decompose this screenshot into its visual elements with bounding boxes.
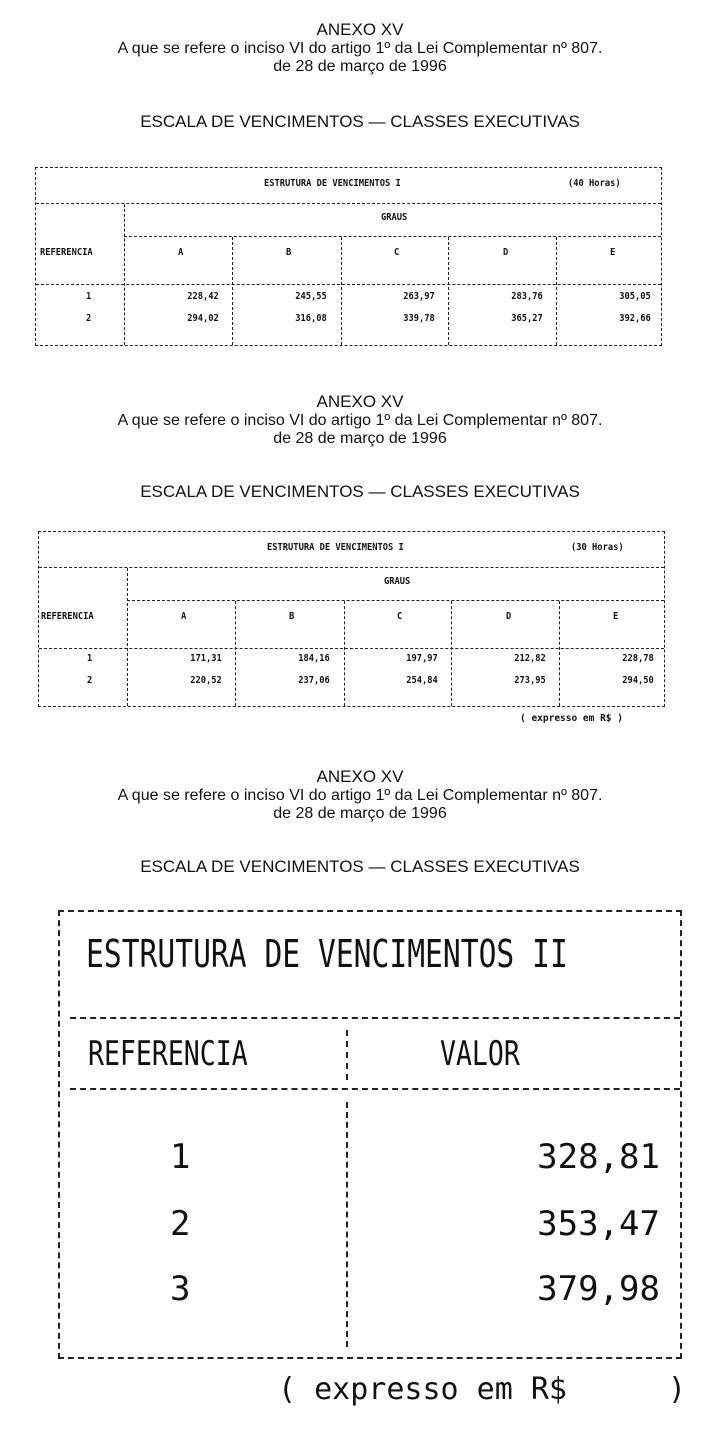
grade-col-e: E (610, 247, 616, 258)
grade-col-a: A (181, 611, 187, 622)
value-cell: 305,05 (619, 291, 651, 302)
reference-header: REFERENCIA (40, 247, 93, 258)
grades-label: GRAUS (384, 576, 411, 587)
grades-label: GRAUS (381, 212, 408, 223)
value-cell: 294,50 (622, 675, 654, 686)
table-title: ESTRUTURA DE VENCIMENTOS I (267, 542, 404, 553)
value-header: VALOR (440, 1034, 520, 1074)
law-reference: A que se refere o inciso VI do artigo 1º da Lei Complementar nº 807. (117, 411, 603, 429)
annex-title: ANEXO XV (316, 392, 404, 411)
scale-title: ESCALA DE VENCIMENTOS — CLASSES EXECUTIVAS (140, 857, 580, 876)
law-date: de 28 de março de 1996 (273, 804, 447, 822)
table-title: ESTRUTURA DE VENCIMENTOS II (86, 932, 568, 976)
hours-label: (40 Horas) (568, 178, 621, 189)
row-ref: 2 (170, 1204, 191, 1244)
scale-title: ESCALA DE VENCIMENTOS — CLASSES EXECUTIVAS (140, 482, 580, 501)
value-cell: 212,82 (514, 653, 546, 664)
reference-header: REFERENCIA (41, 611, 94, 622)
value-cell: 316,08 (295, 313, 327, 324)
value-cell: 273,95 (514, 675, 546, 686)
grade-col-a: A (178, 247, 184, 258)
row-ref: 2 (86, 313, 92, 324)
annex-title: ANEXO XV (316, 767, 404, 786)
hours-label: (30 Horas) (571, 542, 624, 553)
grade-col-b: B (289, 611, 295, 622)
table-title: ESTRUTURA DE VENCIMENTOS I (264, 178, 401, 189)
section-3-header (0, 767, 720, 823)
value-cell: 328,81 (537, 1137, 660, 1177)
salary-table-30h (38, 531, 665, 707)
row-ref: 1 (86, 291, 92, 302)
value-cell: 184,16 (298, 653, 330, 664)
value-cell: 237,06 (298, 675, 330, 686)
value-cell: 245,55 (295, 291, 327, 302)
section-1-header (0, 20, 720, 76)
law-reference: A que se refere o inciso VI do artigo 1º da Lei Complementar nº 807. (117, 786, 603, 804)
grade-col-c: C (394, 247, 400, 258)
value-cell: 263,97 (403, 291, 435, 302)
value-cell: 197,97 (406, 653, 438, 664)
value-cell: 220,52 (190, 675, 222, 686)
row-ref: 3 (170, 1269, 191, 1309)
grade-col-d: D (506, 611, 512, 622)
row-ref: 2 (87, 675, 93, 686)
reference-header: REFERENCIA (88, 1034, 248, 1074)
value-cell: 228,78 (622, 653, 654, 664)
row-ref: 1 (87, 653, 93, 664)
value-cell: 339,78 (403, 313, 435, 324)
value-cell: 254,84 (406, 675, 438, 686)
value-cell: 392,66 (619, 313, 651, 324)
scale-title: ESCALA DE VENCIMENTOS — CLASSES EXECUTIVAS (140, 112, 580, 131)
value-cell: 365,27 (511, 313, 543, 324)
grade-col-d: D (503, 247, 509, 258)
grade-col-e: E (613, 611, 619, 622)
value-cell: 171,31 (190, 653, 222, 664)
value-cell: 379,98 (537, 1269, 660, 1309)
value-cell: 228,42 (187, 291, 219, 302)
grade-col-c: C (397, 611, 403, 622)
currency-note-close: ) (668, 1372, 687, 1407)
salary-table-40h (35, 167, 662, 346)
currency-note: ( expresso em R$ (278, 1372, 567, 1407)
section-2-header (0, 392, 720, 448)
row-ref: 1 (170, 1137, 191, 1177)
law-date: de 28 de março de 1996 (273, 57, 447, 75)
law-date: de 28 de março de 1996 (273, 429, 447, 447)
value-cell: 294,02 (187, 313, 219, 324)
value-cell: 283,76 (511, 291, 543, 302)
annex-title: ANEXO XV (316, 20, 404, 39)
value-cell: 353,47 (537, 1204, 660, 1244)
law-reference: A que se refere o inciso VI do artigo 1º da Lei Complementar nº 807. (117, 39, 603, 57)
grade-col-b: B (286, 247, 292, 258)
salary-table-ii (58, 910, 682, 1359)
currency-note: ( expresso em R$ ) (520, 713, 623, 724)
